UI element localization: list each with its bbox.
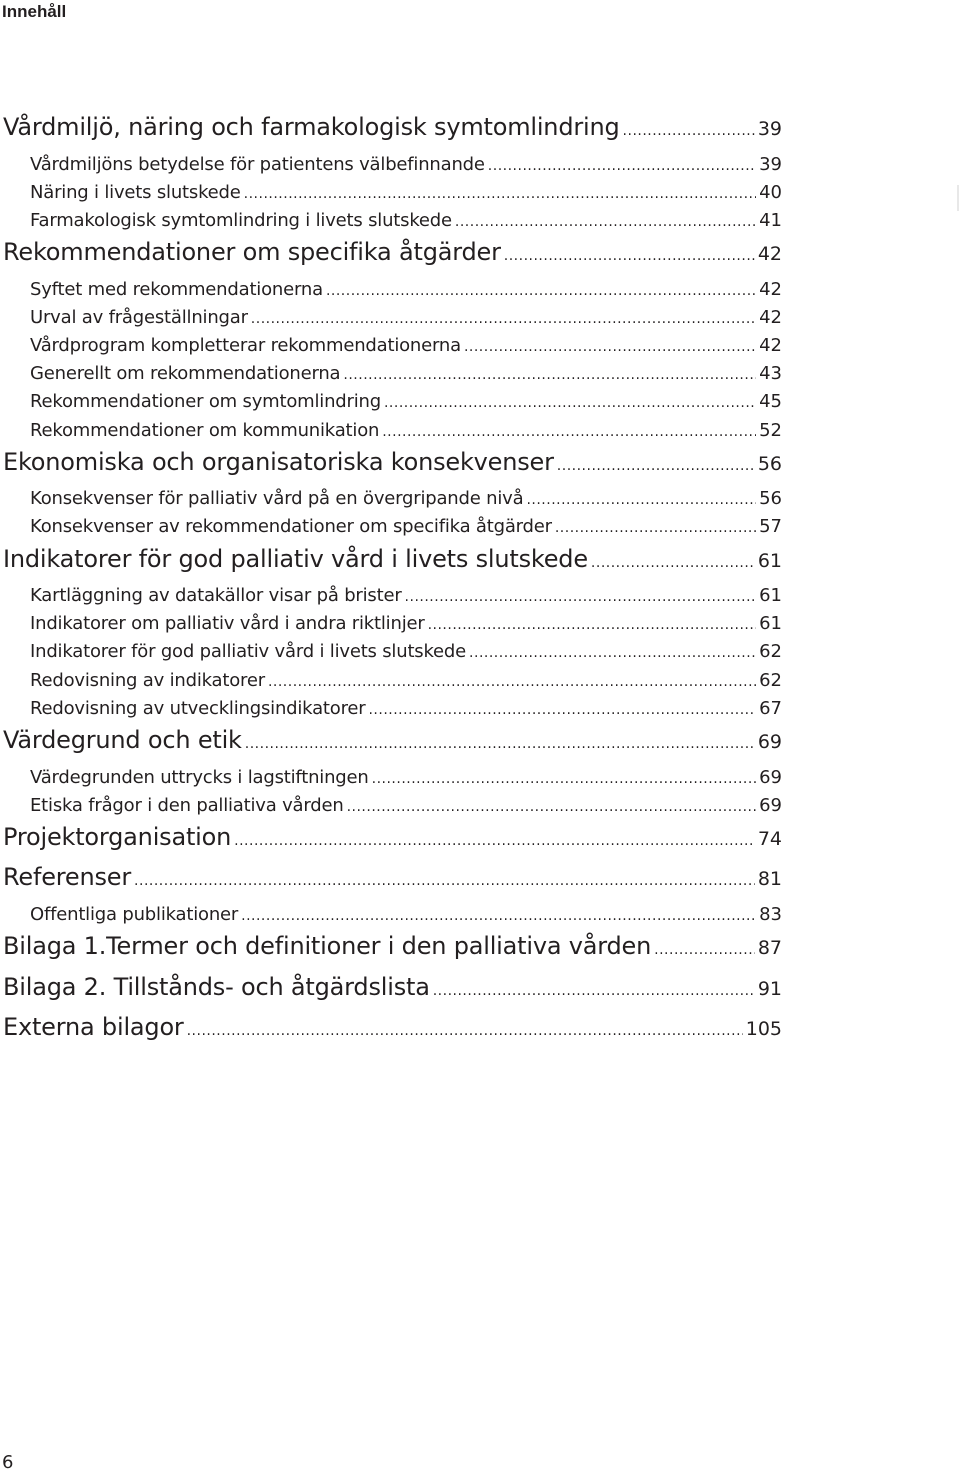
toc-entry-title: Projektorganisation [3, 822, 232, 851]
dot-leader [372, 771, 756, 787]
toc-section-entry[interactable] [0, 641, 782, 669]
toc-section-entry[interactable] [0, 670, 782, 698]
dot-leader [555, 520, 756, 536]
dot-leader [343, 367, 756, 383]
toc-section-entry[interactable] [0, 585, 782, 613]
toc-entry-title: Indikatorer för god palliativ vård i livets slutskede [30, 641, 467, 663]
dot-leader [464, 339, 756, 355]
dot-leader [504, 248, 755, 264]
toc-entry-title: Näring i livets slutskede [30, 181, 241, 203]
toc-chapter-entry[interactable] [0, 448, 782, 489]
toc-entry-page-number: 42 [759, 306, 782, 328]
dot-leader [326, 283, 756, 299]
toc-chapter-entry[interactable] [0, 973, 782, 1014]
toc-chapter-entry[interactable] [0, 932, 782, 973]
toc-entry-page-number: 62 [759, 669, 782, 691]
toc-entry-page-number: 56 [757, 452, 782, 475]
dot-leader [241, 908, 756, 924]
toc-entry-page-number: 43 [759, 363, 782, 385]
toc-chapter-entry[interactable] [0, 823, 782, 864]
toc-entry-page-number: 42 [757, 243, 782, 266]
dot-leader [557, 458, 755, 474]
toc-entry-title: Referenser [3, 863, 132, 892]
dot-leader [455, 214, 756, 230]
toc-section-entry[interactable] [0, 391, 782, 419]
toc-entry-page-number: 41 [759, 209, 782, 231]
toc-entry-title: Farmakologisk symtomlindring i livets slutskede [30, 209, 452, 231]
toc-entry-page-number: 91 [757, 977, 782, 1000]
toc-entry-title: Värdegrunden uttrycks i lagstiftningen [30, 766, 369, 788]
toc-entry-title: Vårdmiljöns betydelse för patientens välbefinnande [30, 153, 485, 175]
toc-section-entry[interactable] [0, 516, 782, 544]
dot-leader [347, 799, 757, 815]
toc-entry-title: Konsekvenser för palliativ vård på en övergripande nivå [30, 488, 524, 510]
toc-entry-title: Vårdprogram kompletterar rekommendationerna [30, 334, 461, 356]
toc-entry-page-number: 81 [757, 868, 782, 891]
toc-entry-title: Redovisning av utvecklingsindikatorer [30, 697, 366, 719]
toc-entry-title: Etiska frågor i den palliativa vården [30, 794, 344, 816]
dot-leader [469, 645, 756, 661]
dot-leader [405, 589, 757, 605]
toc-section-entry[interactable] [0, 182, 782, 210]
table-of-contents [0, 113, 782, 1054]
toc-section-entry[interactable] [0, 613, 782, 641]
page-header-title: Innehåll [2, 2, 67, 21]
toc-entry-title: Kartläggning av datakällor visar på brister [30, 585, 402, 607]
toc-entry-page-number: 40 [759, 181, 782, 203]
edge-tab-mark [957, 185, 959, 211]
toc-entry-title: Konsekvenser av rekommendationer om specifika åtgärder [30, 516, 552, 538]
toc-entry-title: Urval av frågeställningar [30, 306, 248, 328]
toc-entry-page-number: 67 [759, 697, 782, 719]
toc-section-entry[interactable] [0, 363, 782, 391]
toc-section-entry[interactable] [0, 767, 782, 795]
toc-entry-title: Vårdmiljö, näring och farmakologisk symtomlindring [3, 113, 620, 141]
dot-leader [591, 555, 755, 571]
toc-entry-title: Ekonomiska och organisatoriska konsekvenser [3, 447, 554, 476]
toc-entry-page-number: 62 [759, 641, 782, 663]
dot-leader [433, 983, 755, 999]
toc-entry-page-number: 74 [757, 827, 782, 850]
toc-entry-page-number: 61 [759, 585, 782, 607]
toc-entry-page-number: 39 [759, 153, 782, 175]
dot-leader [654, 942, 755, 958]
dot-leader [428, 617, 757, 633]
toc-entry-page-number: 56 [759, 488, 782, 510]
toc-entry-page-number: 52 [759, 419, 782, 441]
toc-entry-page-number: 42 [759, 334, 782, 356]
dot-leader [526, 492, 756, 508]
dot-leader [187, 1023, 743, 1039]
toc-section-entry[interactable] [0, 420, 782, 448]
toc-section-entry[interactable] [0, 904, 782, 932]
toc-section-entry[interactable] [0, 698, 782, 726]
toc-entry-title: Rekommendationer om kommunikation [30, 419, 380, 441]
toc-entry-page-number: 61 [759, 613, 782, 635]
dot-leader [234, 833, 755, 849]
toc-entry-title: Redovisning av indikatorer [30, 669, 265, 691]
toc-section-entry[interactable] [0, 488, 782, 516]
toc-chapter-entry[interactable] [0, 726, 782, 767]
toc-entry-page-number: 87 [757, 937, 782, 960]
toc-entry-page-number: 61 [757, 549, 782, 572]
dot-leader [134, 873, 755, 889]
page-number: 6 [2, 1452, 14, 1473]
toc-entry-title: Syftet med rekommendationerna [30, 278, 323, 300]
dot-leader [251, 311, 756, 327]
toc-entry-title: Indikatorer för god palliativ vård i livets slutskede [3, 544, 588, 573]
toc-section-entry[interactable] [0, 210, 782, 238]
toc-section-entry[interactable] [0, 154, 782, 182]
toc-entry-title: Externa bilagor [3, 1013, 184, 1042]
toc-entry-page-number: 42 [759, 278, 782, 300]
toc-entry-page-number: 45 [759, 391, 782, 413]
dot-leader [384, 395, 756, 411]
dot-leader [382, 424, 756, 440]
toc-section-entry[interactable] [0, 335, 782, 363]
toc-entry-page-number: 39 [757, 118, 782, 140]
toc-chapter-entry[interactable] [0, 545, 782, 586]
toc-entry-title: Offentliga publikationer [30, 903, 239, 925]
toc-entry-title: Rekommendationer om symtomlindring [30, 391, 381, 413]
dot-leader [245, 736, 755, 752]
toc-section-entry[interactable] [0, 307, 782, 335]
toc-chapter-entry[interactable] [0, 1013, 782, 1054]
toc-entry-page-number: 105 [745, 1018, 782, 1041]
toc-entry-page-number: 57 [759, 516, 782, 538]
toc-entry-title: Generellt om rekommendationerna [30, 363, 341, 385]
toc-entry-page-number: 83 [759, 903, 782, 925]
dot-leader [488, 158, 756, 174]
toc-entry-page-number: 69 [759, 794, 782, 816]
toc-entry-title: Rekommendationer om specifika åtgärder [3, 238, 501, 267]
toc-chapter-entry[interactable] [0, 238, 782, 279]
toc-chapter-entry[interactable] [0, 863, 782, 904]
dot-leader [244, 186, 756, 202]
toc-entry-page-number: 69 [759, 766, 782, 788]
toc-entry-page-number: 69 [757, 731, 782, 753]
toc-chapter-entry[interactable] [0, 113, 782, 154]
toc-entry-title: Bilaga 2. Tillstånds- och åtgärdslista [3, 972, 430, 1001]
dot-leader [623, 123, 755, 139]
dot-leader [368, 702, 756, 718]
toc-section-entry[interactable] [0, 795, 782, 823]
toc-entry-title: Indikatorer om palliativ vård i andra riktlinjer [30, 613, 425, 635]
toc-entry-title: Bilaga 1.Termer och definitioner i den palliativa vården [3, 932, 652, 961]
dot-leader [268, 674, 756, 690]
toc-entry-title: Värdegrund och etik [3, 726, 242, 754]
toc-section-entry[interactable] [0, 279, 782, 307]
